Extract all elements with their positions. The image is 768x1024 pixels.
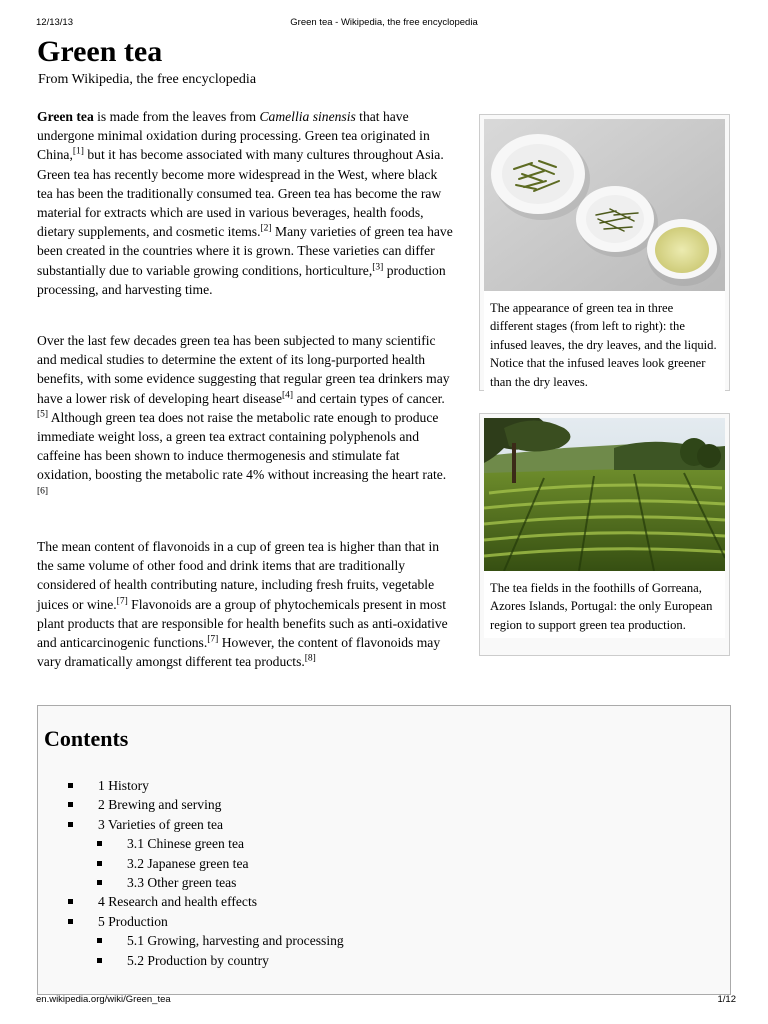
toc-item-by-country[interactable]: 5.2 Production by country xyxy=(97,951,344,970)
intro-paragraph-1 xyxy=(37,107,455,299)
citation-link[interactable]: [1] xyxy=(72,146,84,157)
citation-link[interactable]: [4] xyxy=(281,390,294,401)
toc-item-chinese[interactable]: 3.1 Chinese green tea xyxy=(97,834,344,853)
text-run: Over the last few decades green tea has been subjected to many scientific and medical studies to determine the extent of its long-purported health benefits, with some evidence suggesting that regular green tea drinkers may have a lower risk of developing heart disease xyxy=(37,333,450,406)
citation-link[interactable]: [7] xyxy=(116,596,128,607)
toc-item-research[interactable]: 4 Research and health effects xyxy=(68,892,344,911)
toc-item-other[interactable]: 3.3 Other green teas xyxy=(97,873,344,892)
figure-caption: The appearance of green tea in three different stages (from left to right): the infused leaves, the dry leaves, and the liquid. Notice that the infused leaves look greener than the dry leaves. xyxy=(484,296,725,395)
toc-item-growing[interactable]: 5.1 Growing, harvesting and processing xyxy=(97,931,344,950)
italic-term: Camellia sinensis xyxy=(259,109,356,124)
intro-paragraph-2 xyxy=(37,331,455,504)
table-of-contents xyxy=(37,705,731,995)
text-run: and certain types of cancer. xyxy=(293,390,445,406)
article-tagline: From Wikipedia, the free encyclopedia xyxy=(38,72,257,87)
toc-item-japanese[interactable]: 3.2 Japanese green tea xyxy=(97,854,344,873)
text-run: that have undergone minimal oxidation during processing. Green tea originated in China, xyxy=(37,109,430,163)
citation-link[interactable]: [8] xyxy=(304,653,316,664)
citation-link[interactable]: [2] xyxy=(260,223,272,234)
figure-tea-stages xyxy=(479,114,730,391)
print-page-title: Green tea - Wikipedia, the free encyclopedia xyxy=(290,17,478,28)
text-run: Although green tea does not raise the metabolic rate enough to produce immediate weight loss, a green tea extract containing polyphenols and caffeine has been shown to induce thermogenesis and stimulate fat oxidation, boosting the metabolic rate 4% without increasing the heart rate. xyxy=(37,409,447,483)
intro-paragraph-3 xyxy=(37,537,455,671)
print-date: 12/13/13 xyxy=(36,17,73,28)
toc-heading: Contents xyxy=(44,726,129,751)
citation-link[interactable]: [3] xyxy=(372,262,384,273)
toc-item-history[interactable]: 1 History xyxy=(68,776,344,795)
page-url: en.wikipedia.org/wiki/Green_tea xyxy=(36,994,171,1005)
text-run: However, the content of flavonoids may vary dramatically amongst different tea products. xyxy=(37,635,441,670)
text-run: Flavonoids are a group of phytochemicals present in most plant products that are responsible for health benefits such as anti-oxidative and anticarcinogenic functions. xyxy=(37,596,448,651)
bold-term: Green tea xyxy=(37,109,94,124)
citation-link[interactable]: [6] xyxy=(37,486,49,497)
article-title: Green tea xyxy=(37,35,163,68)
tea-fields-illustration xyxy=(484,418,725,571)
toc-list xyxy=(68,776,344,970)
figure-tea-fields xyxy=(479,413,730,656)
tea-stages-image[interactable] xyxy=(484,119,725,296)
text-run: production processing, and harvesting time. xyxy=(37,262,446,297)
tea-fields-image[interactable] xyxy=(484,418,725,576)
tea-cups-illustration xyxy=(484,119,725,291)
page-number: 1/12 xyxy=(717,994,736,1005)
text-run: Many varieties of green tea have been created in the countries where it is grown. These varieties can differ substantially due to variable growing conditions, horticulture, xyxy=(37,224,453,278)
text-run: The mean content of flavonoids in a cup of green tea is higher than that in the same volume of other food and drink items that are traditionally considered of health contributing nature, including fresh fruits, vegetable juices or wine. xyxy=(37,539,440,612)
toc-item-brewing[interactable]: 2 Brewing and serving xyxy=(68,795,344,814)
citation-link[interactable]: [7] xyxy=(207,634,219,645)
citation-link[interactable]: [5] xyxy=(37,409,49,420)
toc-item-production[interactable]: 5 Production xyxy=(68,912,344,931)
figure-caption: The tea fields in the foothills of Gorreana, Azores Islands, Portugal: the only European region to support green tea production. xyxy=(484,576,725,638)
text-run: but it has become associated with many cultures throughout Asia. Green tea has recently become more widespread in the West, where black tea has been the traditionally consumed tea. Green tea has become the raw material for extracts which are used in various beverages, health foods, dietary supplements, and cosmetic items. xyxy=(37,147,444,240)
toc-item-varieties[interactable]: 3 Varieties of green tea xyxy=(68,815,344,834)
text-run: is made from the leaves from xyxy=(93,109,260,124)
